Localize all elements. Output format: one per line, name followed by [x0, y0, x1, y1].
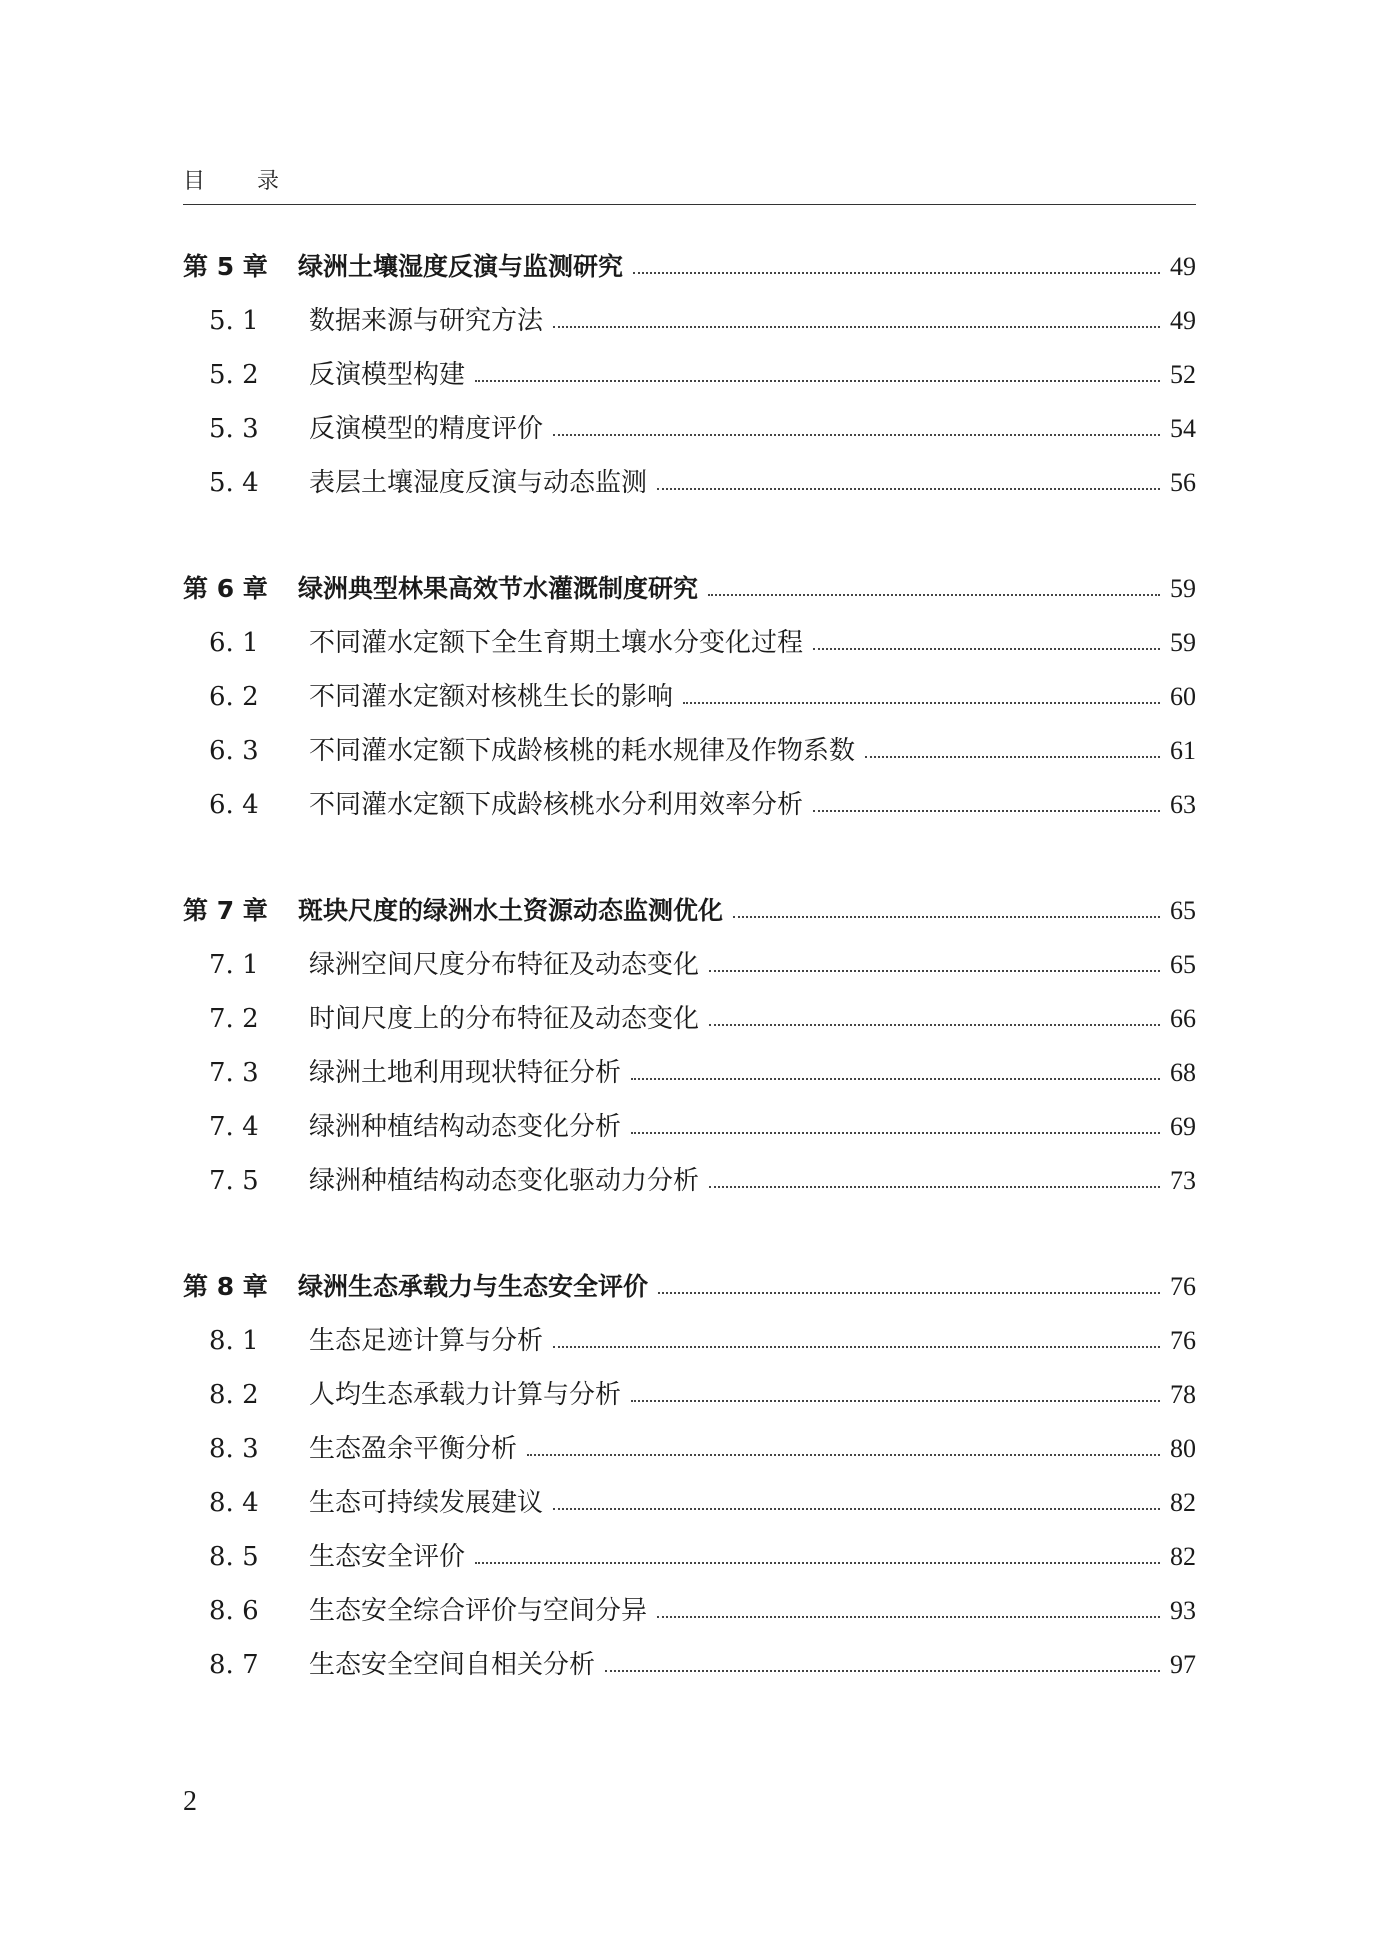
toc-section-entry-page: 60: [1170, 682, 1196, 711]
toc-section-entry-title: 生态足迹计算与分析: [309, 1326, 544, 1356]
running-header: [183, 160, 1196, 205]
toc-section-entry-page: 82: [1170, 1542, 1196, 1571]
toc-section-entry-page: 63: [1170, 790, 1196, 819]
toc-section-entry[interactable]: [183, 992, 1196, 1046]
toc-chapter-entry-title: 斑块尺度的绿洲水土资源动态监测优化: [298, 896, 724, 925]
dot-leader: [553, 434, 1160, 436]
toc-section-entry-title: 反演模型的精度评价: [309, 414, 544, 444]
toc-chapter: [183, 1260, 1196, 1692]
toc-chapter-entry-page: 49: [1170, 252, 1196, 281]
toc-section-entry[interactable]: [183, 616, 1196, 670]
dot-leader: [657, 1616, 1160, 1618]
dot-leader: [553, 1508, 1160, 1510]
toc-section-entry-page: 54: [1170, 414, 1196, 443]
toc-section-entry[interactable]: [183, 724, 1196, 778]
toc-section-entry-title: 生态可持续发展建议: [309, 1488, 544, 1518]
toc-section-entry-number: 6. 4: [209, 790, 259, 820]
dot-leader: [733, 916, 1160, 918]
dot-leader: [865, 756, 1160, 758]
dot-leader: [553, 326, 1160, 328]
toc-section-entry-number: 6. 3: [209, 736, 259, 766]
dot-leader: [683, 702, 1160, 704]
toc-section-entry-title: 不同灌水定额下成龄核桃水分利用效率分析: [309, 790, 804, 820]
toc-section-entry-number: 7. 5: [209, 1166, 259, 1196]
toc-chapter-entry-number: 第 6 章: [183, 574, 268, 603]
toc-section-entry-title: 绿洲土地利用现状特征分析: [309, 1058, 622, 1088]
page-number: 2: [183, 1786, 197, 1817]
toc-section-entry-number: 5. 1: [209, 306, 259, 336]
toc-section-entry[interactable]: [183, 456, 1196, 510]
toc-section-entry-page: 66: [1170, 1004, 1196, 1033]
toc-section-entry[interactable]: [183, 1476, 1196, 1530]
toc-section-entry-title: 数据来源与研究方法: [309, 306, 544, 336]
toc-chapter: [183, 240, 1196, 510]
toc-chapter-entry-page: 76: [1170, 1272, 1196, 1301]
toc-section-entry[interactable]: [183, 1422, 1196, 1476]
toc-section-entry-title: 人均生态承载力计算与分析: [309, 1380, 622, 1410]
toc-section-entry[interactable]: [183, 1584, 1196, 1638]
toc-section-entry-number: 6. 1: [209, 628, 259, 658]
toc-section-entry[interactable]: [183, 1314, 1196, 1368]
toc-section-entry-page: 49: [1170, 306, 1196, 335]
toc-section-entry-number: 8. 2: [209, 1380, 259, 1410]
dot-leader: [475, 380, 1160, 382]
running-title: 目录: [183, 169, 332, 194]
toc-section-entry-page: 76: [1170, 1326, 1196, 1355]
toc-section-entry[interactable]: [183, 1154, 1196, 1208]
toc-section-entry-title: 生态安全评价: [309, 1542, 466, 1572]
toc-section-entry-title: 绿洲种植结构动态变化驱动力分析: [309, 1166, 700, 1196]
toc-section-entry[interactable]: [183, 670, 1196, 724]
toc-section-entry-page: 73: [1170, 1166, 1196, 1195]
toc-section-entry[interactable]: [183, 778, 1196, 832]
toc-section-entry-page: 80: [1170, 1434, 1196, 1463]
toc-section-entry[interactable]: [183, 1046, 1196, 1100]
toc-section-entry-number: 6. 2: [209, 682, 259, 712]
toc-chapter-entry-title: 绿洲生态承载力与生态安全评价: [298, 1272, 649, 1301]
toc-chapter: [183, 884, 1196, 1208]
dot-leader: [709, 1186, 1160, 1188]
toc-section-entry-page: 65: [1170, 950, 1196, 979]
toc-section-entry-page: 52: [1170, 360, 1196, 389]
dot-leader: [605, 1670, 1160, 1672]
toc-chapter-entry-page: 65: [1170, 896, 1196, 925]
toc-section-entry[interactable]: [183, 348, 1196, 402]
toc-section-entry-title: 不同灌水定额下成龄核桃的耗水规律及作物系数: [309, 736, 856, 766]
dot-leader: [633, 272, 1160, 274]
toc-chapter-entry[interactable]: [183, 884, 1196, 938]
dot-leader: [658, 1292, 1160, 1294]
toc-section-entry[interactable]: [183, 1638, 1196, 1692]
toc-chapter-entry-number: 第 8 章: [183, 1272, 268, 1301]
toc-chapter-entry[interactable]: [183, 240, 1196, 294]
toc-section-entry-title: 不同灌水定额对核桃生长的影响: [309, 682, 674, 712]
dot-leader: [657, 488, 1160, 490]
toc-section-entry-number: 5. 4: [209, 468, 259, 498]
toc-section-entry-page: 68: [1170, 1058, 1196, 1087]
toc-section-entry-title: 绿洲空间尺度分布特征及动态变化: [309, 950, 700, 980]
toc-section-entry-number: 8. 5: [209, 1542, 259, 1572]
toc-section-entry[interactable]: [183, 402, 1196, 456]
dot-leader: [631, 1132, 1160, 1134]
dot-leader: [708, 594, 1160, 596]
toc-section-entry-number: 7. 2: [209, 1004, 259, 1034]
toc-section-entry-number: 8. 4: [209, 1488, 259, 1518]
toc-section-entry-number: 7. 1: [209, 950, 259, 980]
toc-section-entry-number: 5. 3: [209, 414, 259, 444]
toc-section-entry[interactable]: [183, 1100, 1196, 1154]
toc-section-entry-page: 56: [1170, 468, 1196, 497]
toc-section-entry-title: 生态安全空间自相关分析: [309, 1650, 596, 1680]
toc-chapter-entry[interactable]: [183, 1260, 1196, 1314]
toc-section-entry[interactable]: [183, 938, 1196, 992]
dot-leader: [813, 810, 1160, 812]
toc-section-entry-title: 表层土壤湿度反演与动态监测: [309, 468, 648, 498]
toc-section-entry-number: 8. 1: [209, 1326, 259, 1356]
dot-leader: [631, 1078, 1160, 1080]
dot-leader: [709, 1024, 1160, 1026]
toc-chapter-entry-title: 绿洲典型林果高效节水灌溉制度研究: [298, 574, 699, 603]
toc-section-entry-number: 8. 3: [209, 1434, 259, 1464]
table-of-contents: [183, 240, 1196, 1744]
dot-leader: [527, 1454, 1160, 1456]
toc-section-entry-title: 绿洲种植结构动态变化分析: [309, 1112, 622, 1142]
toc-section-entry-page: 59: [1170, 628, 1196, 657]
toc-chapter-entry-title: 绿洲土壤湿度反演与监测研究: [298, 252, 624, 281]
toc-section-entry-page: 82: [1170, 1488, 1196, 1517]
toc-section-entry-page: 78: [1170, 1380, 1196, 1409]
toc-section-entry-title: 生态盈余平衡分析: [309, 1434, 518, 1464]
toc-chapter-entry[interactable]: [183, 562, 1196, 616]
toc-section-entry-page: 61: [1170, 736, 1196, 765]
toc-section-entry-page: 69: [1170, 1112, 1196, 1141]
toc-section-entry-number: 8. 6: [209, 1596, 259, 1626]
dot-leader: [709, 970, 1160, 972]
toc-section-entry-title: 生态安全综合评价与空间分异: [309, 1596, 648, 1626]
toc-section-entry-number: 7. 3: [209, 1058, 259, 1088]
toc-section-entry[interactable]: [183, 1530, 1196, 1584]
toc-section-entry[interactable]: [183, 294, 1196, 348]
dot-leader: [475, 1562, 1160, 1564]
dot-leader: [631, 1400, 1160, 1402]
toc-chapter: [183, 562, 1196, 832]
toc-chapter-entry-number: 第 7 章: [183, 896, 268, 925]
toc-section-entry-number: 5. 2: [209, 360, 259, 390]
toc-section-entry-title: 反演模型构建: [309, 360, 466, 390]
toc-section-entry-page: 97: [1170, 1650, 1196, 1679]
toc-chapter-entry-number: 第 5 章: [183, 252, 268, 281]
toc-section-entry-page: 93: [1170, 1596, 1196, 1625]
toc-section-entry[interactable]: [183, 1368, 1196, 1422]
toc-section-entry-title: 不同灌水定额下全生育期土壤水分变化过程: [309, 628, 804, 658]
toc-section-entry-number: 8. 7: [209, 1650, 259, 1680]
dot-leader: [553, 1346, 1160, 1348]
toc-section-entry-number: 7. 4: [209, 1112, 259, 1142]
toc-chapter-entry-page: 59: [1170, 574, 1196, 603]
toc-section-entry-title: 时间尺度上的分布特征及动态变化: [309, 1004, 700, 1034]
dot-leader: [813, 648, 1160, 650]
